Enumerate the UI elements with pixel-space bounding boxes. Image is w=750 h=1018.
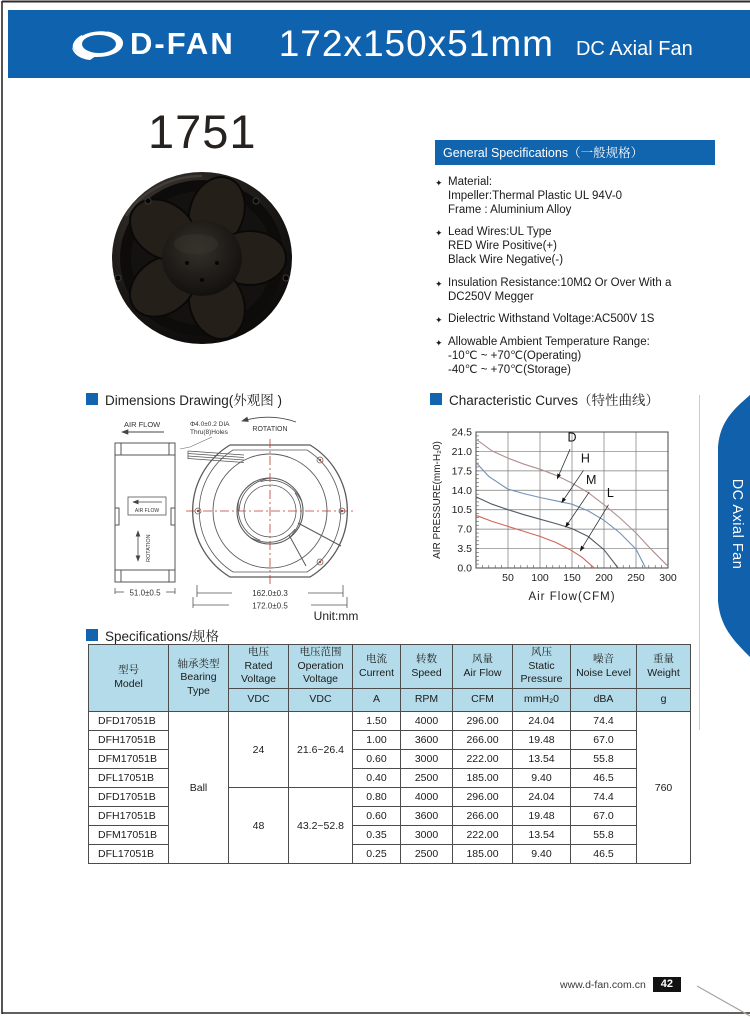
spec-bullet-item — [435, 277, 735, 305]
table-cell: 3000 — [401, 750, 453, 769]
table-cell: 43.2~52.8 — [289, 788, 353, 864]
svg-text:7.0: 7.0 — [457, 523, 472, 536]
table-cell: 760 — [637, 712, 691, 864]
blue-square-icon — [430, 393, 442, 405]
svg-text:10.5: 10.5 — [451, 504, 472, 517]
spec-bullet-list — [435, 176, 735, 378]
table-cell: 24.04 — [513, 712, 571, 731]
column-header: 电压范围 Operation Voltage — [289, 645, 353, 689]
header-bar — [8, 10, 750, 78]
svg-text:14.0: 14.0 — [451, 484, 472, 497]
unit-header: RPM — [401, 689, 453, 712]
svg-text:250: 250 — [627, 572, 645, 584]
table-cell: 266.00 — [453, 731, 513, 750]
svg-text:17.5: 17.5 — [451, 465, 472, 478]
series-label-H: H — [580, 451, 590, 466]
series-label-L: L — [606, 485, 614, 500]
table-cell: Ball — [169, 712, 229, 864]
table-cell: 19.48 — [513, 807, 571, 826]
svg-text:100: 100 — [531, 572, 549, 584]
table-cell: 24.04 — [513, 788, 571, 807]
general-specifications-section — [435, 140, 735, 387]
spec-text: Insulation Resistance:10MΩ Or Over With a DC250V Megger — [448, 276, 672, 303]
svg-text:150: 150 — [563, 572, 581, 584]
table-cell: 9.40 — [513, 769, 571, 788]
side-airflow-label: AIR FLOW — [134, 508, 160, 514]
table-cell: DFD17051B — [89, 712, 169, 731]
general-specifications-heading: General Specifications（一般规格） — [435, 140, 715, 165]
dimensions-drawing — [92, 413, 422, 625]
table-cell: 19.48 — [513, 731, 571, 750]
lead-wires — [188, 451, 244, 463]
table-row — [89, 712, 691, 731]
table-cell: DFD17051B — [89, 788, 169, 807]
unit-header: mmH₂0 — [513, 689, 571, 712]
table-cell: 55.8 — [571, 750, 637, 769]
column-header: 重量 Weight — [637, 645, 691, 689]
svg-text:0.0: 0.0 — [457, 562, 472, 575]
table-cell: 21.6~26.4 — [289, 712, 353, 788]
fan-product-photo — [108, 168, 298, 350]
table-cell: 1.00 — [353, 731, 401, 750]
outer-dimension: 172.0±0.5 — [252, 601, 288, 611]
thickness-dimension: 51.0±0.5 — [129, 588, 161, 598]
table-cell: 222.00 — [453, 750, 513, 769]
table-cell: DFH17051B — [89, 807, 169, 826]
diamond-bullet-icon: ✦ — [435, 228, 443, 239]
svg-text:21.0: 21.0 — [451, 445, 472, 458]
unit-header: dBA — [571, 689, 637, 712]
unit-header: A — [353, 689, 401, 712]
table-cell: 4000 — [401, 788, 453, 807]
table-cell: 55.8 — [571, 826, 637, 845]
dimensions-heading-label: Dimensions Drawing(外观图 ) — [105, 393, 283, 408]
series-label-D: D — [567, 430, 577, 445]
table-cell: 185.00 — [453, 845, 513, 864]
spec-text: Lead Wires:UL Type RED Wire Positive(+) Black Wire Negative(-) — [448, 226, 564, 266]
specifications-section-heading — [86, 625, 219, 645]
table-cell: 46.5 — [571, 769, 637, 788]
diamond-bullet-icon: ✦ — [435, 338, 443, 349]
blue-square-icon — [86, 393, 98, 405]
category-side-tab — [704, 393, 750, 663]
x-axis-title: Air Flow(CFM) — [528, 591, 616, 603]
table-cell: 74.4 — [571, 788, 637, 807]
model-number-title: 1751 — [148, 105, 257, 158]
column-header: 风压 Static Pressure — [513, 645, 571, 689]
inner-dimension: 162.0±0.3 — [252, 589, 288, 598]
spec-text: Allowable Ambient Temperature Range: -10℃ ~ +70℃(Operating) -40℃ ~ +70℃(Storage) — [448, 336, 650, 376]
table-cell: DFM17051B — [89, 750, 169, 769]
table-cell: 9.40 — [513, 845, 571, 864]
unit-header: VDC — [289, 689, 353, 712]
spec-bullet-item — [435, 176, 735, 217]
table-cell: 296.00 — [453, 712, 513, 731]
svg-text:24.5: 24.5 — [451, 426, 472, 439]
table-cell: 13.54 — [513, 826, 571, 845]
column-header: 噪音 Noise Level — [571, 645, 637, 689]
series-label-M: M — [585, 473, 597, 488]
table-cell: 2500 — [401, 845, 453, 864]
curves-section-heading — [430, 389, 659, 409]
table-cell: 74.4 — [571, 712, 637, 731]
diamond-bullet-icon: ✦ — [435, 278, 443, 289]
table-cell: 3000 — [401, 826, 453, 845]
diamond-bullet-icon: ✦ — [435, 315, 443, 326]
product-type-subtitle: DC Axial Fan — [575, 37, 693, 60]
column-header: 轴承类型 Bearing Type — [169, 645, 229, 712]
diamond-bullet-icon: ✦ — [435, 178, 443, 188]
table-cell: 296.00 — [453, 788, 513, 807]
table-cell: DFL17051B — [89, 769, 169, 788]
curves-heading-label: Characteristic Curves（特性曲线） — [449, 393, 660, 408]
table-cell: DFL17051B — [89, 845, 169, 864]
svg-text:3.5: 3.5 — [457, 543, 472, 556]
footer — [560, 977, 681, 992]
spec-table — [88, 644, 691, 864]
table-cell: 67.0 — [571, 807, 637, 826]
unit-header: CFM — [453, 689, 513, 712]
brand-name: D-FAN — [130, 26, 235, 61]
page-number-badge: 42 — [653, 977, 681, 992]
table-cell: 222.00 — [453, 826, 513, 845]
table-cell: 0.35 — [353, 826, 401, 845]
table-cell: 46.5 — [571, 845, 637, 864]
y-axis-title: AIR PRESSURE(mm-H₂0) — [432, 441, 443, 559]
table-cell: DFH17051B — [89, 731, 169, 750]
dimensions-section-heading — [86, 389, 282, 409]
unit-header: g — [637, 689, 691, 712]
column-header: 风量 Air Flow — [453, 645, 513, 689]
table-cell: 2500 — [401, 769, 453, 788]
rotation-label: ROTATION — [252, 426, 288, 433]
table-cell: 0.80 — [353, 788, 401, 807]
table-cell: DFM17051B — [89, 826, 169, 845]
table-cell: 0.25 — [353, 845, 401, 864]
logo-swoosh-icon — [70, 24, 126, 64]
svg-text:300: 300 — [659, 572, 677, 584]
table-cell: 48 — [229, 788, 289, 864]
table-cell: 266.00 — [453, 807, 513, 826]
unit-label: Unit:mm — [313, 609, 359, 623]
characteristic-chart — [428, 422, 690, 604]
blue-square-icon — [86, 629, 98, 641]
spec-text: Dielectric Withstand Voltage:AC500V 1S — [448, 313, 655, 326]
spec-text: Material: Impeller:Thermal Plastic UL 94V-0 Frame : Aluminium Alloy — [448, 176, 623, 216]
hole-count-note: Thru(8)Holes — [190, 429, 228, 436]
column-header: 电流 Current — [353, 645, 401, 689]
svg-text:50: 50 — [502, 572, 514, 584]
unit-header: VDC — [229, 689, 289, 712]
table-cell: 1.50 — [353, 712, 401, 731]
page-edge-line — [699, 395, 700, 730]
side-rotation-label: ROTATION — [146, 534, 152, 562]
table-cell: 67.0 — [571, 731, 637, 750]
footer-website: www.d-fan.com.cn — [560, 978, 646, 991]
product-size-title: 172x150x51mm — [278, 23, 554, 64]
airflow-label: AIR FLOW — [124, 420, 161, 429]
table-cell: 3600 — [401, 807, 453, 826]
table-cell: 0.60 — [353, 750, 401, 769]
svg-text:200: 200 — [595, 572, 613, 584]
table-cell: 0.60 — [353, 807, 401, 826]
column-header: 型号 Model — [89, 645, 169, 712]
table-cell: 185.00 — [453, 769, 513, 788]
spec-bullet-item — [435, 226, 735, 267]
table-cell: 3600 — [401, 731, 453, 750]
hole-diameter-note: Φ4.0±0.2 DIA — [190, 421, 230, 428]
spec-bullet-item — [435, 313, 735, 327]
table-cell: 4000 — [401, 712, 453, 731]
specifications-heading-label: Specifications/规格 — [105, 629, 220, 644]
column-header: 转数 Speed — [401, 645, 453, 689]
table-cell: 13.54 — [513, 750, 571, 769]
table-cell: 24 — [229, 712, 289, 788]
table-cell: 0.40 — [353, 769, 401, 788]
spec-bullet-item — [435, 336, 735, 377]
column-header: 电压 Rated Voltage — [229, 645, 289, 689]
side-tab-label: DC Axial Fan — [729, 478, 745, 570]
brand-logo — [70, 24, 235, 64]
